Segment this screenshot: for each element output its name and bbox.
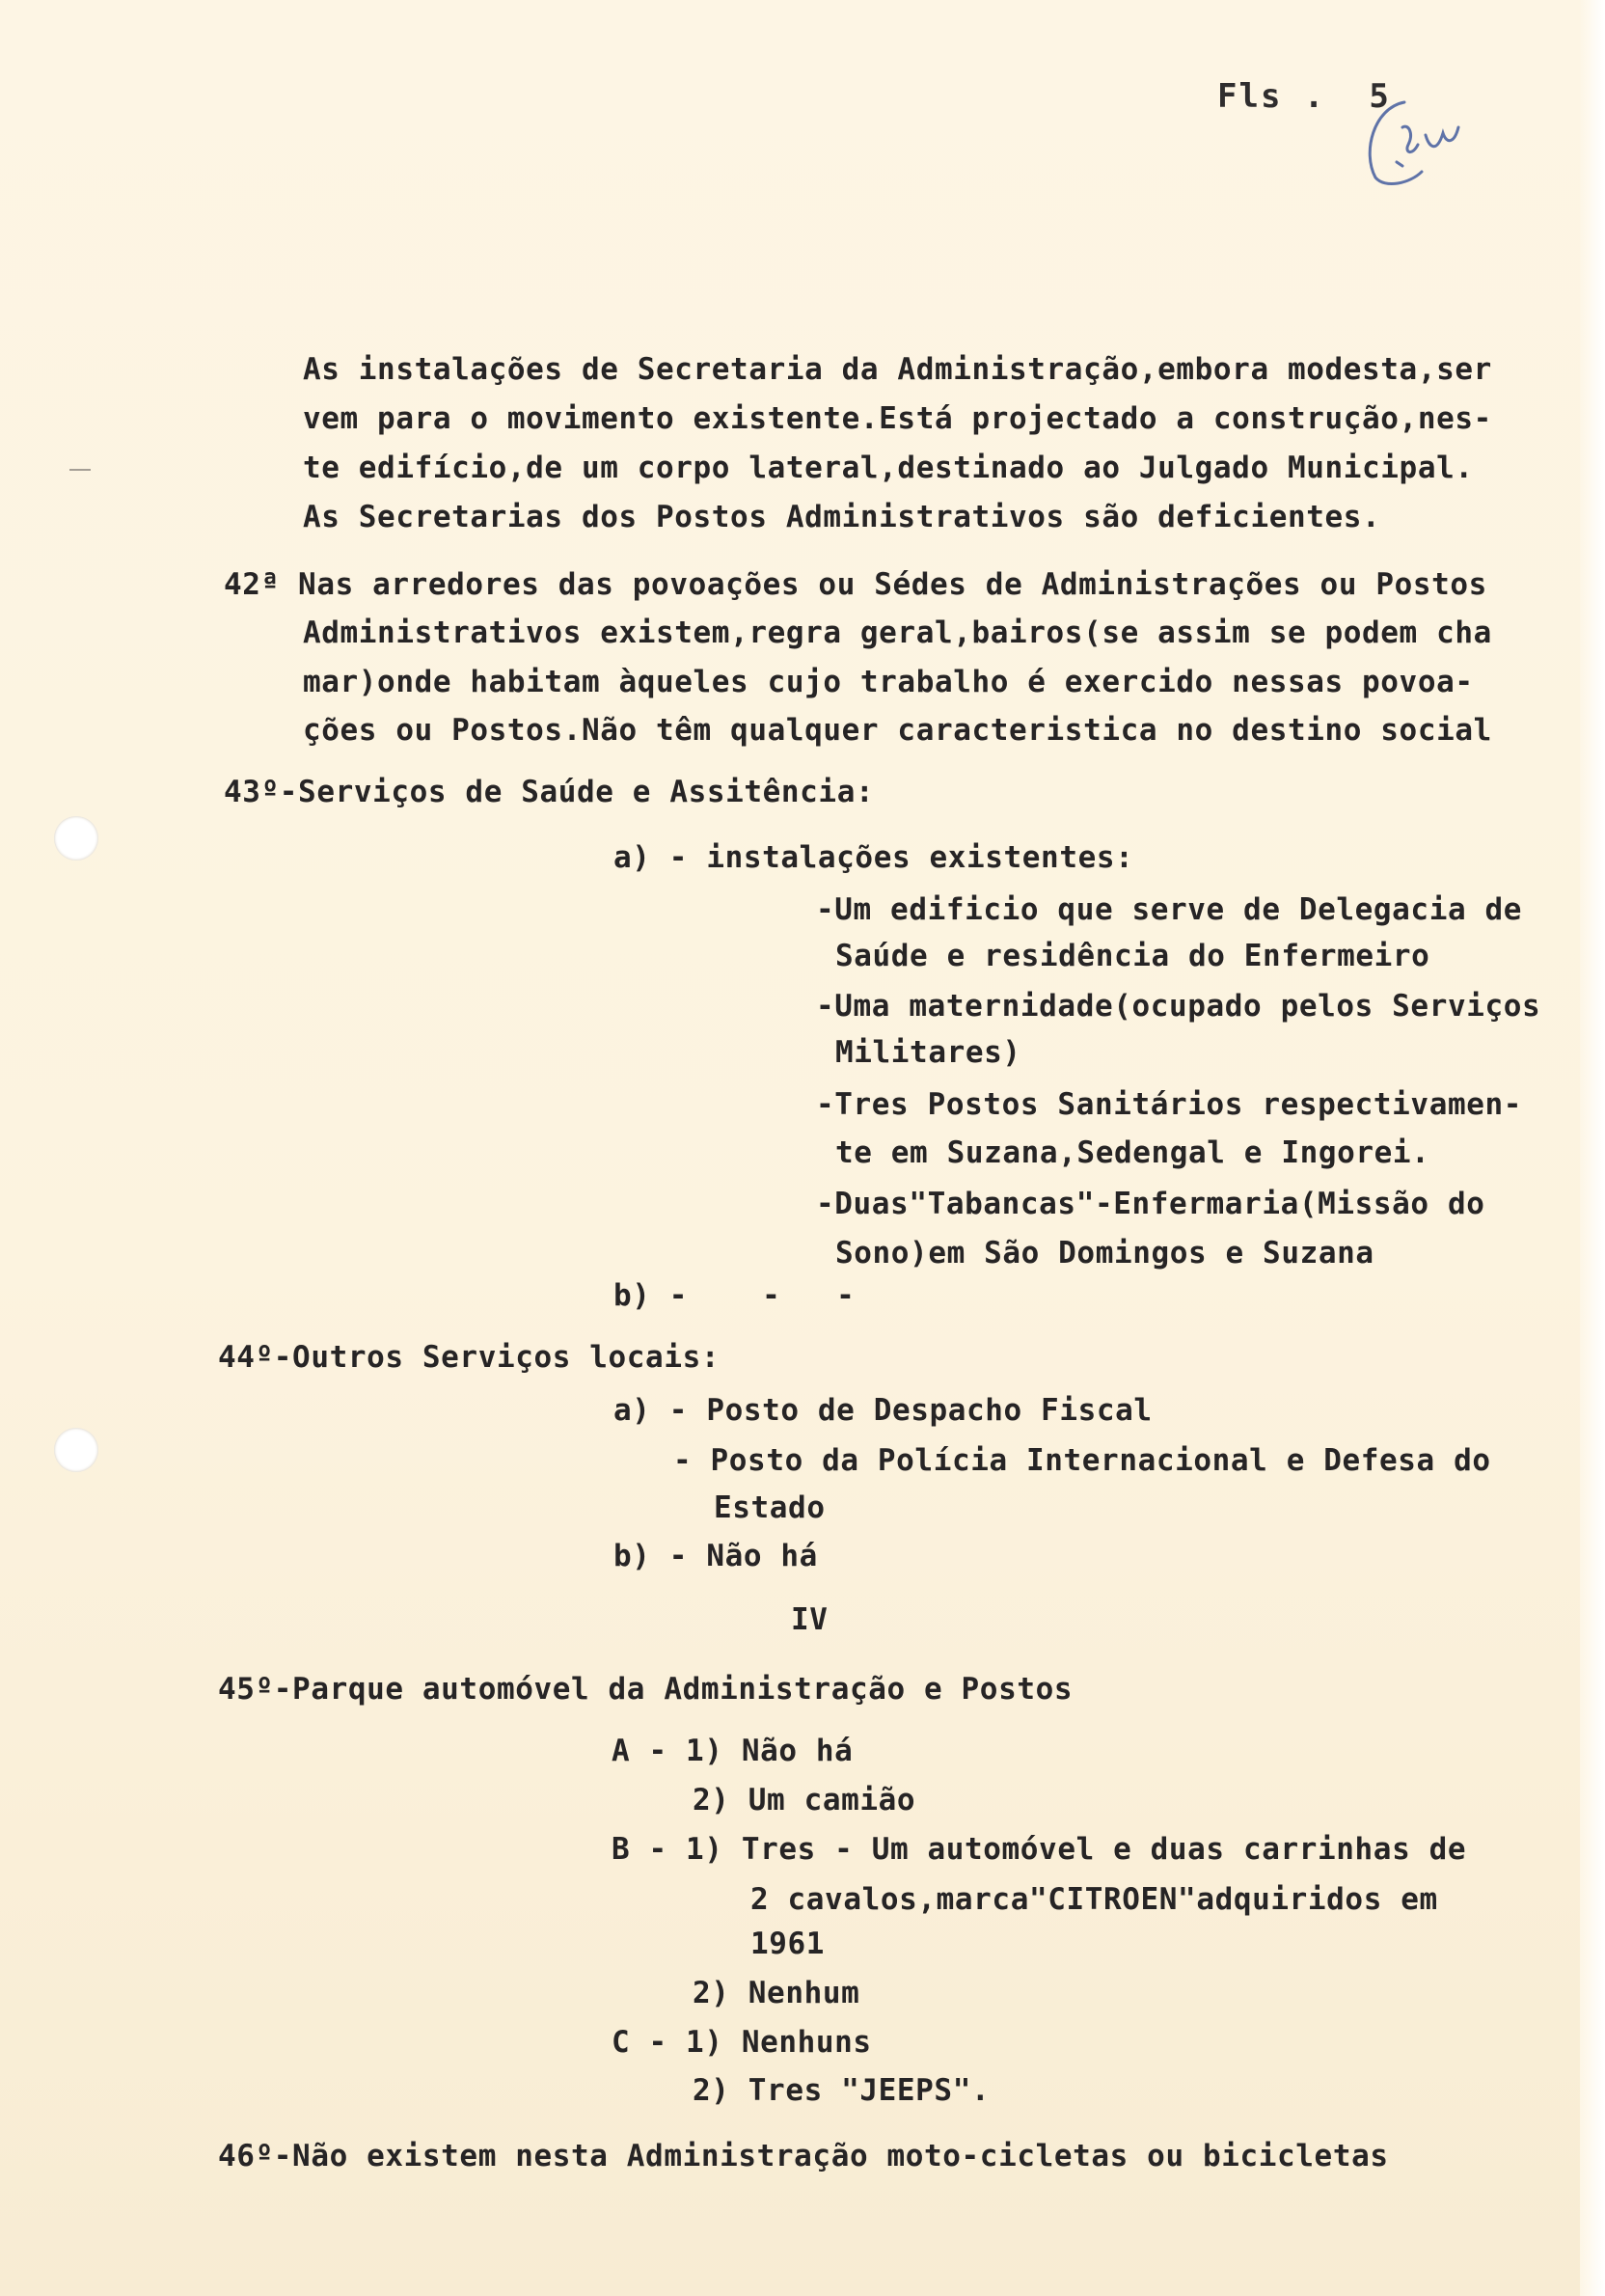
text-line: te em Suzana,Sedengal e Ingorei. xyxy=(835,1135,1430,1170)
text-line: Militares) xyxy=(835,1035,1021,1070)
text-line: vem para o movimento existente.Está projectado a construção,nes- xyxy=(303,401,1492,436)
margin-mark xyxy=(69,469,91,471)
text-line: te edifício,de um corpo lateral,destinado ao Julgado Municipal. xyxy=(303,451,1474,485)
text-line: A - 1) Não há xyxy=(612,1734,854,1768)
text-line: 1961 xyxy=(750,1927,826,1961)
punch-hole xyxy=(54,816,98,861)
text-line: Sono)em São Domingos e Suzana xyxy=(835,1236,1374,1271)
section-heading: 45º-Parque automóvel da Administração e Postos xyxy=(218,1672,1074,1707)
text-line: 2 cavalos,marca"CITROEN"adquiridos em xyxy=(750,1882,1438,1917)
text-line: a) - Posto de Despacho Fiscal xyxy=(613,1393,1153,1428)
text-line: -Um edificio que serve de Delegacia de xyxy=(816,892,1523,927)
text-line: B - 1) Tres - Um automóvel e duas carrinhas de xyxy=(612,1832,1467,1867)
text-line: mar)onde habitam àqueles cujo trabalho é exercido nessas povoa- xyxy=(303,665,1474,699)
text-line: As Secretarias dos Postos Administrativos são deficientes. xyxy=(303,500,1381,534)
text-line: C - 1) Nenhuns xyxy=(612,2025,872,2060)
folio-value: 5 xyxy=(1369,77,1391,116)
text-line: Saúde e residência do Enfermeiro xyxy=(835,939,1430,973)
text-line: b) - - - xyxy=(613,1278,856,1313)
text-line: -Uma maternidade(ocupado pelos Serviços xyxy=(816,989,1541,1024)
text-line: 2) Um camião xyxy=(693,1783,916,1818)
section-heading: 43º-Serviços de Saúde e Assitência: xyxy=(224,775,875,809)
text-line: - Posto da Polícia Internacional e Defesa do xyxy=(673,1443,1491,1478)
folio-label: Fls . xyxy=(1217,77,1326,116)
text-line: ções ou Postos.Não têm qualquer caracteristica no destino social xyxy=(303,713,1492,748)
text-line: 46º-Não existem nesta Administração moto-cicletas ou bicicletas xyxy=(218,2139,1389,2173)
section-heading: 44º-Outros Serviços locais: xyxy=(218,1340,721,1375)
paper-edge xyxy=(1580,0,1605,2296)
section-numeral: IV xyxy=(791,1602,829,1637)
text-line: b) - Não há xyxy=(613,1539,818,1573)
text-line: 42ª Nas arredores das povoações ou Sédes de Administrações ou Postos xyxy=(224,567,1487,602)
text-line: a) - instalações existentes: xyxy=(613,840,1134,875)
text-line: Estado xyxy=(714,1490,826,1525)
text-line: -Duas"Tabancas"-Enfermaria(Missão do xyxy=(816,1187,1485,1221)
text-line: 2) Tres "JEEPS". xyxy=(693,2073,991,2108)
text-line: 2) Nenhum xyxy=(693,1976,860,2010)
punch-hole xyxy=(54,1428,98,1472)
text-line: Administrativos existem,regra geral,bairos(se assim se podem cha xyxy=(303,615,1492,650)
handwritten-initials xyxy=(1354,95,1480,191)
text-line: -Tres Postos Sanitários respectivamen- xyxy=(816,1087,1523,1122)
text-line: As instalações de Secretaria da Administração,embora modesta,ser xyxy=(303,352,1492,387)
